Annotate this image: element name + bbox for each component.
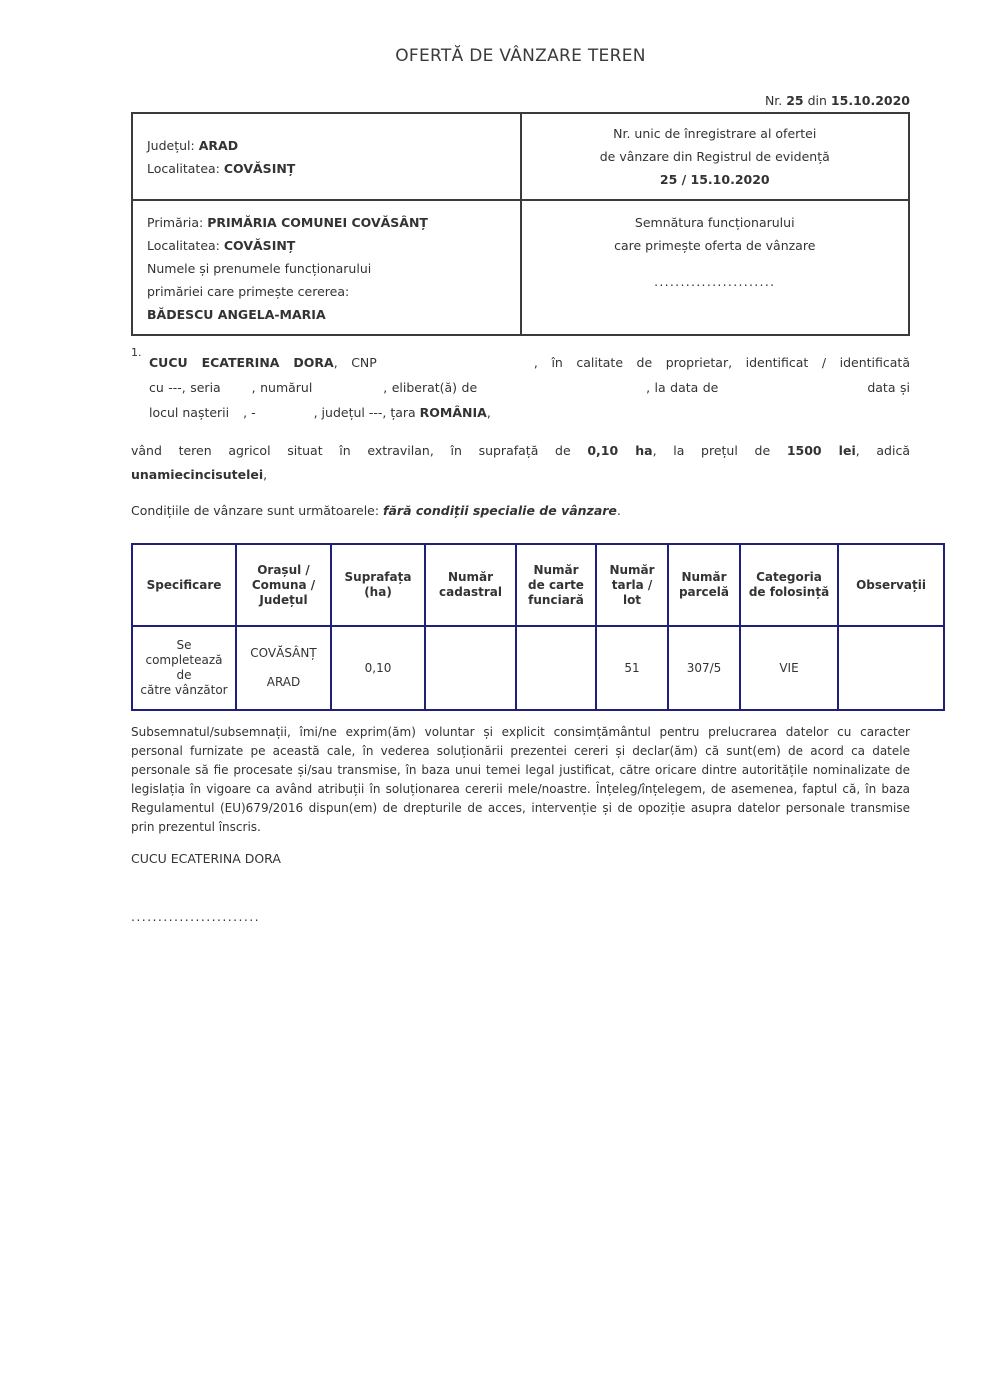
paragraph-number: 1.	[131, 346, 142, 359]
series-blank	[225, 391, 247, 392]
locality-label: Localitatea:	[147, 160, 224, 176]
signature-caption-1: Semnătura funcționarului	[634, 215, 795, 230]
seller-signature-dots: ........................	[131, 909, 260, 924]
cell-oras-judet	[236, 626, 331, 710]
birth-place-text: locul nașterii	[149, 405, 230, 420]
cell-carte-funciara	[516, 626, 596, 710]
cell-tarla-lot: 51	[596, 626, 668, 710]
id-number-text: , numărul	[251, 380, 313, 395]
col-header-numar-cadastral: Număr cadastral	[425, 544, 516, 626]
reg-date: 15.10.2020	[830, 93, 910, 108]
sale-text-1: vând teren agricol situat în extravilan, în suprafață de	[131, 443, 588, 458]
reg-din: din	[803, 93, 831, 108]
issue-date-text: , la data de	[646, 380, 719, 395]
cell-specificare: Se completează de către vânzător	[132, 626, 236, 710]
conditions-label: Condițiile de vânzare sunt următoarele:	[131, 503, 384, 518]
number-blank	[317, 391, 379, 392]
header-table-row-1	[132, 113, 909, 200]
reg-prefix: Nr.	[764, 93, 787, 108]
issue-date-blank	[723, 391, 863, 392]
cell-city-value: COVĂSÂNȚ	[250, 646, 317, 660]
unique-reg-line-2: de vânzare din Registrul de evidență	[599, 149, 830, 164]
sale-line-2	[131, 463, 910, 487]
registration-number-line	[131, 93, 910, 109]
county-locality-cell	[132, 113, 521, 200]
owner-capacity-text: , în calitate de proprietar, identificat / identificată	[533, 355, 910, 370]
page-title: OFERTĂ DE VÂNZARE TEREN	[395, 46, 646, 66]
col-header-observatii: Observații	[838, 544, 944, 626]
col-header-categoria-folosinta: Categoria de folosință	[740, 544, 838, 626]
locality-line	[147, 157, 512, 180]
sale-line-1	[131, 439, 910, 463]
header-table	[131, 112, 910, 336]
col-header-specificare: Specificare	[132, 544, 236, 626]
birth-blank-2	[256, 416, 314, 417]
country-label: , județul ---, țara	[313, 405, 420, 420]
sale-text-3: , adică	[855, 443, 910, 458]
locality-value: COVĂSINȚ	[223, 160, 296, 176]
county-line	[147, 134, 512, 157]
consent-paragraph: Subsemnatul/subsemnații, îmi/ne exprim(ăm) voluntar și explicit consimțământul pentru prelucrarea datelor cu caracter personal furnizate pe această cale, în vederea soluționării prezentei cereri și declar(ăm) că sunt(em) de acord ca datele personale să fie procesate și/sau transmise, în baza unui temei legal justificat, către oricare dintre autoritățile nominalizate de legislația în vigoare ca având atribuții în soluționarea cererii mele/noastre. Înțeleg/înțelegem, de asemenea, faptul că, în baza Regulamentul (EU)679/2016 dispun(em) de drepturile de acces, intervenție și de opoziție asupra datelor personale transmise prin prezentul înscris.	[131, 725, 910, 834]
price-in-words: unamiecincisutelei	[131, 467, 264, 482]
birth-dash: , -	[243, 405, 256, 420]
birth-place-blank	[229, 416, 243, 417]
cnp-label: , CNP	[333, 355, 377, 370]
col-header-tarla-lot: Număr tarla / lot	[596, 544, 668, 626]
owner-line-1	[149, 350, 910, 375]
cell-suprafata: 0,10	[331, 626, 425, 710]
id-series-text: cu ---, seria	[149, 380, 221, 395]
clerk-name-caption-1: Numele și prenumele funcționarului	[147, 261, 372, 276]
townhall-line	[147, 211, 512, 234]
birth-data-text: data și	[867, 380, 910, 395]
county-value: ARAD	[198, 137, 239, 153]
land-table-data-row	[132, 626, 944, 710]
cell-county-value: ARAD	[266, 675, 301, 689]
owner-line-3	[149, 400, 910, 425]
townhall-value: PRIMĂRIA COMUNEI COVĂSÂNȚ	[207, 215, 428, 230]
land-table	[131, 543, 945, 711]
cnp-blank	[390, 366, 520, 367]
unique-reg-value: 25 / 15.10.2020	[659, 172, 770, 187]
clerk-name-value: BĂDESCU ANGELA-MARIA	[147, 307, 326, 322]
cell-categoria-folosinta: VIE	[740, 626, 838, 710]
country-value: ROMÂNIA	[419, 405, 487, 420]
cell-parcela: 307/5	[668, 626, 740, 710]
col-header-oras-comuna-judet: Orașul / Comuna / Județul	[236, 544, 331, 626]
clerk-signature-cell	[521, 200, 910, 335]
owner-paragraph	[131, 346, 910, 425]
country-comma: ,	[486, 405, 491, 420]
county-label: Județul:	[147, 137, 199, 153]
townhall-label: Primăria:	[147, 215, 208, 230]
issued-by-blank	[482, 391, 642, 392]
conditions-paragraph	[131, 499, 910, 523]
owner-line-2	[149, 375, 910, 400]
price-comma: ,	[263, 467, 268, 482]
cell-observatii	[838, 626, 944, 710]
conditions-value: fără condiții specialie de vânzare	[383, 503, 617, 518]
townhall-locality-line	[147, 234, 512, 257]
townhall-locality-label: Localitatea:	[147, 238, 224, 253]
seller-signature-name: CUCU ECATERINA DORA	[131, 851, 281, 866]
header-table-row-2	[132, 200, 909, 335]
unique-reg-line-1: Nr. unic de înregistrare al ofertei	[613, 126, 817, 141]
unique-registration-cell	[521, 113, 910, 200]
sale-text-2: , la prețul de	[652, 443, 787, 458]
sale-paragraph	[131, 439, 910, 487]
sale-area-value: 0,10 ha	[587, 443, 653, 458]
townhall-locality-value: COVĂSINȚ	[223, 238, 296, 253]
col-header-parcela: Număr parcelă	[668, 544, 740, 626]
col-header-suprafata: Suprafața (ha)	[331, 544, 425, 626]
col-header-carte-funciara: Număr de carte funciară	[516, 544, 596, 626]
clerk-name-caption-2: primăriei care primește cererea:	[147, 284, 350, 299]
cell-numar-cadastral	[425, 626, 516, 710]
owner-name: CUCU ECATERINA DORA	[149, 355, 334, 370]
issued-by-text: , eliberat(ă) de	[383, 380, 478, 395]
signature-caption-2: care primește oferta de vânzare	[614, 238, 816, 253]
sale-price-value: 1500 lei	[786, 443, 856, 458]
land-table-header-row	[132, 544, 944, 626]
clerk-signature-dots: .......................	[654, 274, 776, 289]
reg-number: 25	[786, 93, 804, 108]
townhall-cell	[132, 200, 521, 335]
conditions-period: .	[616, 503, 621, 518]
